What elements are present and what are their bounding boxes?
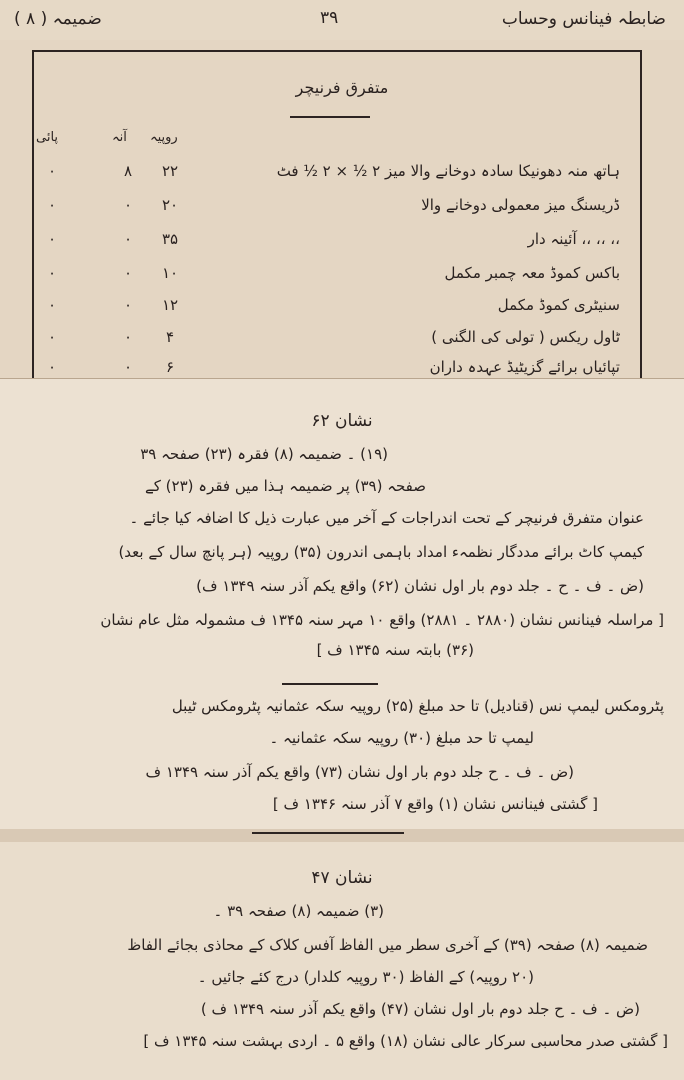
section-divider (282, 683, 378, 685)
amendment-line: (ض ۔ ف ۔ ح ۔ جلد دوم بار اول نشان (۶۲) واقع یکم آذر سنہ ۱۳۴۹ ف) (196, 577, 644, 595)
rupee-value: ۶ (165, 358, 175, 376)
book-title: ضابطہ فینانس وحساب (501, 9, 666, 29)
amendment-line: (۳) ضمیمہ (۸) صفحہ ۳۹ ۔ (213, 902, 384, 920)
amendment-line: (ض ۔ ف ۔ ح جلد دوم بار اول نشان (۴۷) واقع یکم آذر سنہ ۱۳۴۹ ف ) (200, 1000, 640, 1018)
pai-value: ۰ (47, 162, 57, 180)
amendment-slip-62 (0, 378, 684, 829)
pai-value: ۰ (47, 230, 57, 248)
amendment-line: (۳۶) بابتہ سنہ ۱۳۴۵ ف ] (316, 641, 474, 659)
amendment-title: نشان ۴۷ (311, 868, 373, 888)
rupee-value: ۱۲ (161, 296, 179, 314)
amendment-line: ضمیمہ (۸) صفحہ (۳۹) کے آخری سطر میں الفاظ آفس کلاک کے محاذی بجائے الفاظ (127, 936, 648, 954)
pai-value: ۰ (47, 328, 57, 346)
amendment-line: صفحہ (۳۹) پر ضمیمہ ہذا میں فقرہ (۲۳) کے (144, 477, 426, 495)
amendment-line: پٹرومکس لیمپ نس (قنادیل) تا حد مبلغ (۲۵) روپیہ سکہ عثمانیہ پٹرومکس ٹیبل (171, 697, 664, 715)
table-row (0, 196, 684, 222)
anna-value: ۰ (123, 196, 133, 214)
anna-value: ۰ (123, 264, 133, 282)
item-description: ہاتھ منہ دھونیکا سادہ دوخانے والا میز ۲ ½ × ۲ ½ فٹ (276, 162, 620, 180)
pai-value: ۰ (47, 296, 57, 314)
item-description: ڈریسنگ میز معمولی دوخانے والا (421, 196, 620, 214)
column-header-pai: پائی (36, 130, 59, 145)
pai-value: ۰ (47, 196, 57, 214)
item-description: ،، ،، ،، آئینہ دار (527, 230, 620, 248)
table-row (0, 264, 684, 290)
amendment-line: [ مراسلہ فینانس نشان (۲۸۸۰ ۔ ۲۸۸۱) واقع ۱۰ مہر سنہ ۱۳۴۵ ف مشمولہ مثل عام نشان (100, 611, 664, 629)
item-description: تپائیاں برائے گزیٹیڈ عہدہ داران (429, 358, 620, 376)
page-header (0, 0, 684, 40)
section-title: متفرق فرنیچر (295, 78, 389, 97)
section-divider (252, 832, 404, 834)
anna-value: ۸ (123, 162, 133, 180)
amendment-line: [ گشتی صدر محاسبی سرکار عالی نشان (۱۸) واقع ۵ ۔ اردی بہشت سنہ ۱۳۴۵ ف ] (143, 1032, 668, 1050)
amendment-line: عنوان متفرق فرنیچر کے تحت اندراجات کے آخر میں عبارت ذیل کا اضافہ کیا جائے ۔ (129, 509, 644, 527)
item-description: باکس کموڈ معہ چمبر مکمل (444, 264, 620, 282)
column-header-anna: آنہ (112, 130, 127, 145)
anna-value: ۰ (123, 328, 133, 346)
rupee-value: ۴ (165, 328, 175, 346)
item-description: سنیٹری کموڈ مکمل (497, 296, 620, 314)
amendment-line: (۲۰ روپیہ) کے الفاظ (۳۰ روپیہ کلدار) درج کئے جائیں ۔ (197, 968, 534, 986)
pai-value: ۰ (47, 264, 57, 282)
furniture-sheet (0, 40, 684, 380)
amendment-line: [ گشتی فینانس نشان (۱) واقع ۷ آذر سنہ ۱۳۴۶ ف ] (272, 795, 598, 813)
anna-value: ۰ (123, 296, 133, 314)
column-header-rupee: روپیہ (150, 130, 178, 145)
table-row (0, 328, 684, 354)
rupee-value: ۲۲ (161, 162, 179, 180)
amendment-line: (۱۹) ۔ ضمیمہ (۸) فقرہ (۲۳) صفحہ ۳۹ (140, 445, 388, 463)
table-row (0, 162, 684, 188)
item-description: ٹاول ریکس ( تولی کی الگنی ) (431, 328, 620, 346)
amendment-line: لیمپ تا حد مبلغ (۳۰) روپیہ سکہ عثمانیہ ۔ (269, 729, 534, 747)
table-row (0, 296, 684, 322)
pai-value: ۰ (47, 358, 57, 376)
rupee-value: ۲۰ (161, 196, 179, 214)
title-underline (290, 116, 370, 118)
rupee-value: ۳۵ (161, 230, 179, 248)
rupee-value: ۱۰ (161, 264, 179, 282)
page-number: ۳۹ (320, 8, 339, 28)
anna-value: ۰ (123, 230, 133, 248)
appendix-label: ضمیمہ ( ۸ ) (14, 9, 102, 29)
amendment-title: نشان ۶۲ (311, 411, 373, 431)
anna-value: ۰ (123, 358, 133, 376)
table-row (0, 230, 684, 256)
amendment-line: (ض ۔ ف ۔ ح جلد دوم بار اول نشان (۷۳) واقع یکم آذر سنہ ۱۳۴۹ ف (145, 763, 574, 781)
amendment-slip-47 (0, 842, 684, 1080)
amendment-line: کیمپ کاٹ برائے مددگار نظمہء امداد باہمی اندرون (۳۵) روپیہ (ہر پانچ سال کے بعد) (118, 543, 644, 561)
